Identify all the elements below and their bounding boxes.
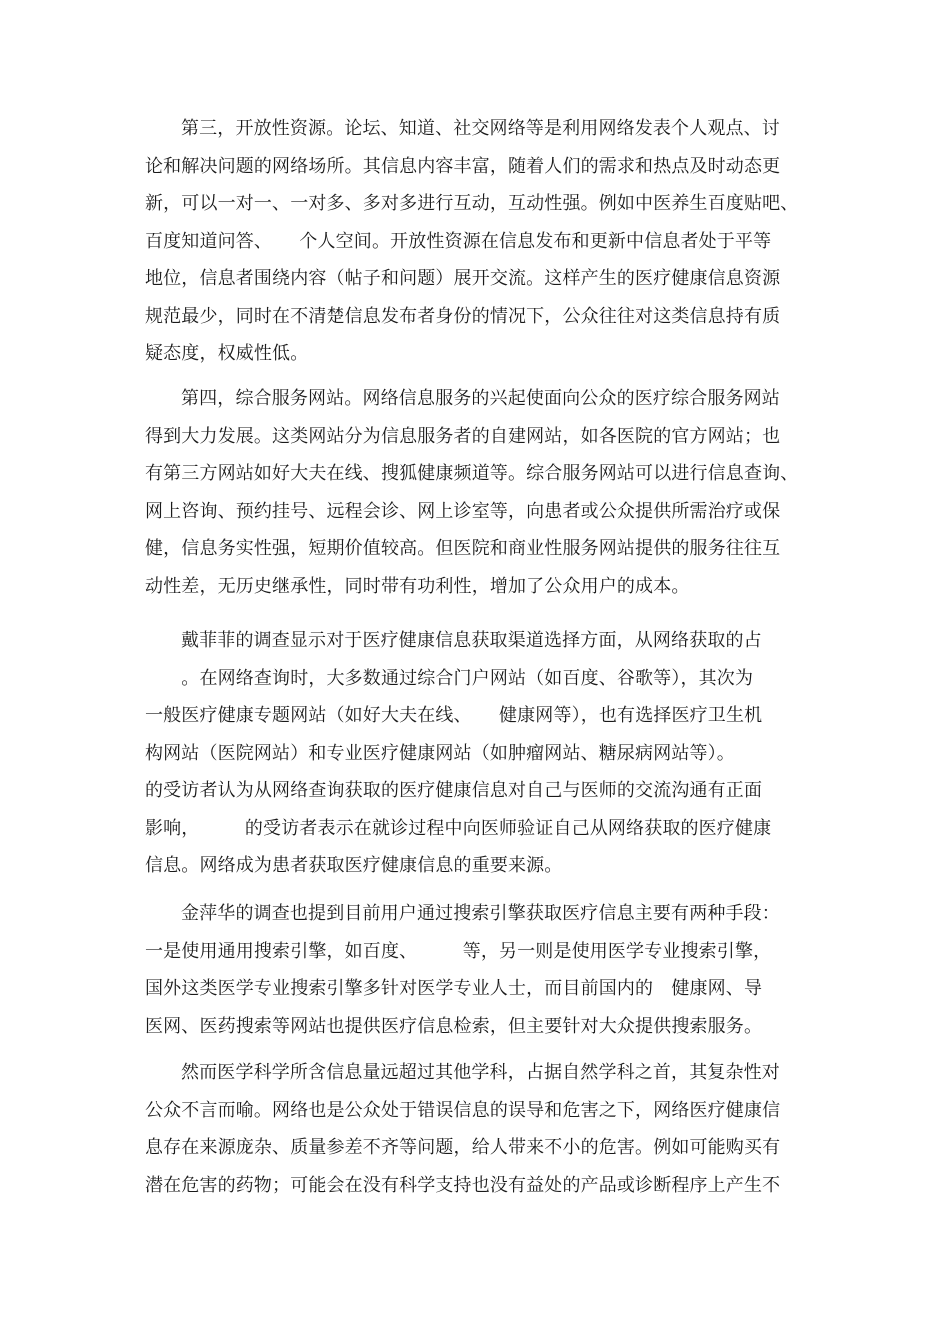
text-line: 息存在来源庞杂、质量参差不齐等问题，给人带来不小的危害。例如可能购买有 [145, 1137, 781, 1158]
text-line: 国外这类医学专业搜索引擎多针对医学专业人士，而目前国内的 健康网、导 [145, 978, 763, 999]
paragraph-jin-survey [145, 895, 810, 1045]
text-line: 疑态度，权威性低。 [145, 343, 309, 364]
text-line: 。在网络查询时，大多数通过综合门户网站（如百度、谷歌等），其次为 [145, 667, 754, 689]
text-line: 第四，综合服务网站。网络信息服务的兴起使面向公众的医疗综合服务网站 [181, 388, 780, 409]
text-line: 潜在危害的药物；可能会在没有科学支持也没有益处的产品或诊断程序上产生不 [145, 1174, 781, 1196]
text-line: 金萍华的调查也提到目前用户通过搜索引擎获取医疗信息主要有两种手段： [181, 903, 780, 924]
text-line: 公众不言而喻。网络也是公众处于错误信息的误导和危害之下，网络医疗健康信 [145, 1099, 781, 1121]
text-line: 影响， 的受访者表示在就诊过程中向医师验证自己从网络获取的医疗健康 [145, 817, 772, 839]
text-line: 戴菲菲的调查显示对于医疗健康信息获取渠道选择方面，从网络获取的占 [181, 630, 762, 651]
text-line: 规范最少，同时在不清楚信息发布者身份的情况下，公众往往对这类信息持有质 [145, 305, 781, 327]
text-line: 健，信息务实性强，短期价值较高。但医院和商业性服务网站提供的服务往往互 [145, 538, 781, 559]
text-line: 一是使用通用搜索引擎，如百度、 等，另一则是使用医学专业搜索引擎， [145, 940, 772, 962]
text-line: 一般医疗健康专题网站（如好大夫在线、 健康网等），也有选择医疗卫生机 [145, 705, 763, 726]
text-line: 第三，开放性资源。论坛、知道、社交网络等是利用网络发表个人观点、讨 [181, 118, 780, 139]
text-line: 地位，信息者围绕内容（帖子和问题）展开交流。这样产生的医疗健康信息资源 [145, 268, 781, 289]
text-line: 的受访者认为从网络查询获取的医疗健康信息对自己与医师的交流沟通有正面 [145, 780, 763, 801]
text-line: 医网、医药搜索等网站也提供医疗信息检索，但主要针对大众提供搜索服务。 [145, 1015, 763, 1037]
text-line: 有第三方网站如好大夫在线、搜狐健康频道等。综合服务网站可以进行信息查询、 [145, 463, 799, 484]
text-line: 构网站（医院网站）和专业医疗健康网站（如肿瘤网站、糖尿病网站等）。 [145, 742, 735, 764]
paragraph-service-websites [145, 380, 810, 605]
text-line: 新，可以一对一、一对多、多对多进行互动，互动性强。例如中医养生百度贴吧、 [145, 193, 799, 214]
text-line: 然而医学科学所含信息量远超过其他学科，占据自然学科之首，其复杂性对 [181, 1062, 780, 1083]
text-line: 得到大力发展。这类网站分为信息服务者的自建网站，如各医院的官方网站；也 [145, 425, 781, 447]
text-line: 动性差，无历史继承性，同时带有功利性，增加了公众用户的成本。 [145, 575, 690, 597]
text-line: 网上咨询、预约挂号、远程会诊、网上诊室等，向患者或公众提供所需治疗或保 [145, 500, 781, 522]
paragraph-medical-complexity [145, 1054, 810, 1204]
text-line: 信息。网络成为患者获取医疗健康信息的重要来源。 [145, 855, 563, 876]
text-line: 百度知道问答、 个人空间。开放性资源在信息发布和更新中信息者处于平等 [145, 230, 772, 252]
text-line: 论和解决问题的网络场所。其信息内容丰富，随着人们的需求和热点及时动态更 [145, 155, 781, 177]
paragraph-open-resources [145, 110, 810, 373]
paragraph-dai-survey [145, 622, 810, 885]
